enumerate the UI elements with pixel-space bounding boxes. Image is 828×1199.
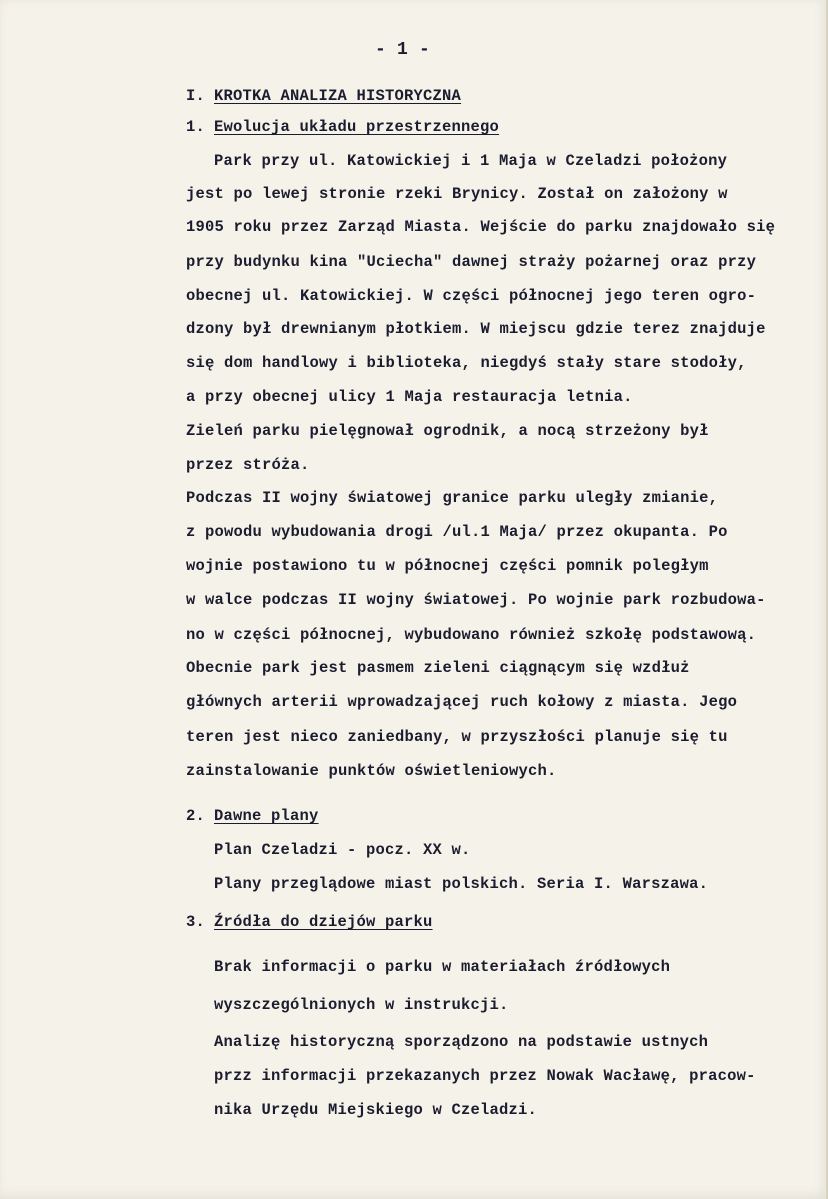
text-line: Plany przeglądowe miast polskich. Seria I. Warszawa. — [214, 875, 709, 893]
text-line: 1905 roku przez Zarząd Miasta. Wejście do parku znajdowało się — [186, 218, 776, 236]
text-line: teren jest nieco zaniedbany, w przyszłości planuje się tu — [186, 728, 728, 746]
text-line: jest po lewej stronie rzeki Brynicy. Został on założony w — [186, 185, 728, 203]
text-line: przz informacji przekazanych przez Nowak Wacławę, pracow- — [214, 1067, 756, 1085]
text-line: nika Urzędu Miejskiego w Czeladzi. — [214, 1101, 538, 1119]
text-line: się dom handlowy i biblioteka, niegdyś stały stare stodoły, — [186, 354, 747, 372]
section-1-title: Ewolucja układu przestrzennego — [214, 118, 500, 136]
text-line: obecnej ul. Katowickiej. W części północnej jego teren ogro- — [186, 287, 757, 305]
text-line: przy budynku kina "Uciecha" dawnej straży pożarnej oraz przy — [186, 253, 757, 271]
heading-title: KROTKA ANALIZA HISTORYCZNA — [214, 87, 462, 105]
section-2-number: 2. — [186, 807, 206, 825]
text-line: dzony był drewnianym płotkiem. W miejscu gdzie terez znajduje — [186, 320, 766, 338]
section-3-title: Źródła do dziejów parku — [214, 913, 433, 931]
text-line: a przy obecnej ulicy 1 Maja restauracja letnia. — [186, 388, 633, 406]
text-line: no w części północnej, wybudowano również szkołę podstawową. — [186, 626, 757, 644]
text-line: wojnie postawiono tu w północnej części pomnik poległym — [186, 557, 709, 575]
heading-number: I. — [186, 87, 206, 105]
page-number: - 1 - — [375, 40, 431, 60]
text-line: zainstalowanie punktów oświetleniowych. — [186, 762, 557, 780]
text-line: Obecnie park jest pasmem zieleni ciągnącym się wzdłuż — [186, 659, 690, 677]
section-2-title: Dawne plany — [214, 807, 319, 825]
text-line: Brak informacji o parku w materiałach źródłowych — [214, 958, 671, 976]
text-line: w walce podczas II wojny światowej. Po wojnie park rozbudowa- — [186, 591, 766, 609]
text-line: głównych arterii wprowadzającej ruch kołowy z miasta. Jego — [186, 693, 738, 711]
text-line: Plan Czeladzi - pocz. XX w. — [214, 841, 471, 859]
text-line: Analizę historyczną sporządzono na podstawie ustnych — [214, 1033, 709, 1051]
text-line: Zieleń parku pielęgnował ogrodnik, a nocą strzeżony był — [186, 422, 709, 440]
text-line: z powodu wybudowania drogi /ul.1 Maja/ przez okupanta. Po — [186, 523, 728, 541]
text-line: wyszczególnionych w instrukcji. — [214, 996, 509, 1014]
text-line: przez stróża. — [186, 456, 310, 474]
section-3-number: 3. — [186, 913, 206, 931]
text-line: Podczas II wojny światowej granice parku uległy zmianie, — [186, 489, 719, 507]
text-line: Park przy ul. Katowickiej i 1 Maja w Czeladzi położony — [214, 152, 728, 170]
section-1-number: 1. — [186, 118, 206, 136]
